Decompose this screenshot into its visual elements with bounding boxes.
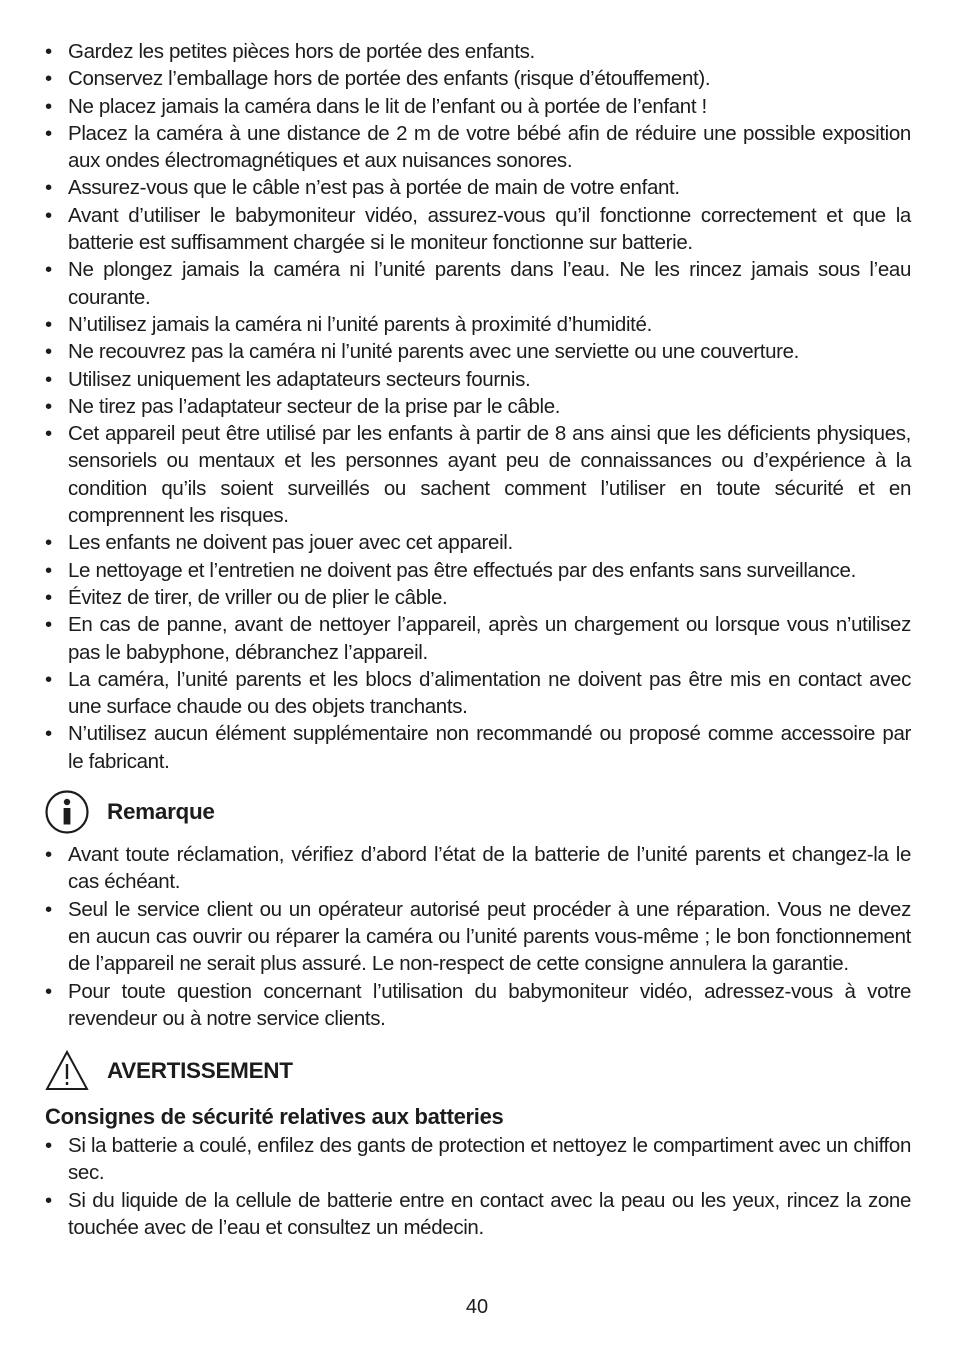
list-item: • Si du liquide de la cellule de batterie entre en contact avec la peau ou les yeux, rincez la zone touchée avec de l’eau et consultez un médecin.	[45, 1187, 911, 1242]
list-item: • Le nettoyage et l’entretien ne doivent pas être effectués par des enfants sans surveillance.	[45, 557, 911, 584]
avertissement-heading	[45, 1048, 911, 1094]
list-item: • Ne tirez pas l’adaptateur secteur de la prise par le câble.	[45, 393, 911, 420]
list-item: • Évitez de tirer, de vriller ou de plier le câble.	[45, 584, 911, 611]
list-item: • Gardez les petites pièces hors de portée des enfants.	[45, 38, 911, 65]
list-item: • Placez la caméra à une distance de 2 m de votre bébé afin de réduire une possible exposition aux ondes électromagnétiques et aux nuisances sonores.	[45, 120, 911, 175]
remarque-title: Remarque	[107, 799, 215, 825]
page-number: 40	[465, 1296, 489, 1318]
battery-safety-subheading: Consignes de sécurité relatives aux batteries	[45, 1104, 504, 1130]
list-item: • Utilisez uniquement les adaptateurs secteurs fournis.	[45, 366, 911, 393]
list-item: • Pour toute question concernant l’utilisation du babymoniteur vidéo, adressez-vous à votre revendeur ou à notre service clients.	[45, 978, 911, 1033]
list-item: • Ne plongez jamais la caméra ni l’unité parents dans l’eau. Ne les rincez jamais sous l’eau courante.	[45, 256, 911, 311]
list-item: • En cas de panne, avant de nettoyer l’appareil, après un chargement ou lorsque vous n’utilisez pas le babyphone, débranchez l’appareil.	[45, 611, 911, 666]
list-item: • Ne recouvrez pas la caméra ni l’unité parents avec une serviette ou une couverture.	[45, 338, 911, 365]
list-item: • Ne placez jamais la caméra dans le lit de l’enfant ou à portée de l’enfant !	[45, 93, 911, 120]
document-page	[45, 38, 911, 1241]
list-item: • La caméra, l’unité parents et les blocs d’alimentation ne doivent pas être mis en contact avec une surface chaude ou des objets tranchants.	[45, 666, 911, 721]
list-item: • Avant d’utiliser le babymoniteur vidéo, assurez-vous qu’il fonctionne correctement et que la batterie est suffisamment chargée si le moniteur fonctionne sur batterie.	[45, 202, 911, 257]
list-item: • N’utilisez aucun élément supplémentaire non recommandé ou proposé comme accessoire par le fabricant.	[45, 720, 911, 775]
list-item: • Seul le service client ou un opérateur autorisé peut procéder à une réparation. Vous ne devez en aucun cas ouvrir ou réparer la caméra ou l’unité parents vous-même ; le bon fonctionnement de l’appareil ne serait plus assuré. Le non-respect de cette consigne annulera la garantie.	[45, 896, 911, 978]
remarque-list	[45, 841, 911, 1032]
list-item: • Avant toute réclamation, vérifiez d’abord l’état de la batterie de l’unité parents et changez-la le cas échéant.	[45, 841, 911, 896]
list-item: • Conservez l’emballage hors de portée des enfants (risque d’étouffement).	[45, 65, 911, 92]
battery-safety-list	[45, 1132, 911, 1241]
list-item: • Cet appareil peut être utilisé par les enfants à partir de 8 ans ainsi que les déficients physiques, sensoriels ou mentaux et les personnes ayant peu de connaissances ou d’expérience à la condition qu’ils soient surveillés ou sachent comment l’utiliser en toute sécurité et en comprennent les risques.	[45, 420, 911, 529]
list-item: • N’utilisez jamais la caméra ni l’unité parents à proximité d’humidité.	[45, 311, 911, 338]
list-item: • Si la batterie a coulé, enfilez des gants de protection et nettoyez le compartiment avec un chiffon sec.	[45, 1132, 911, 1187]
list-item: • Assurez-vous que le câble n’est pas à portée de main de votre enfant.	[45, 174, 911, 201]
avertissement-title: AVERTISSEMENT	[107, 1058, 293, 1084]
remarque-heading	[45, 789, 911, 835]
safety-instructions-list	[45, 38, 911, 775]
info-icon	[45, 790, 89, 834]
warning-icon	[45, 1049, 89, 1093]
list-item: • Les enfants ne doivent pas jouer avec cet appareil.	[45, 529, 911, 556]
